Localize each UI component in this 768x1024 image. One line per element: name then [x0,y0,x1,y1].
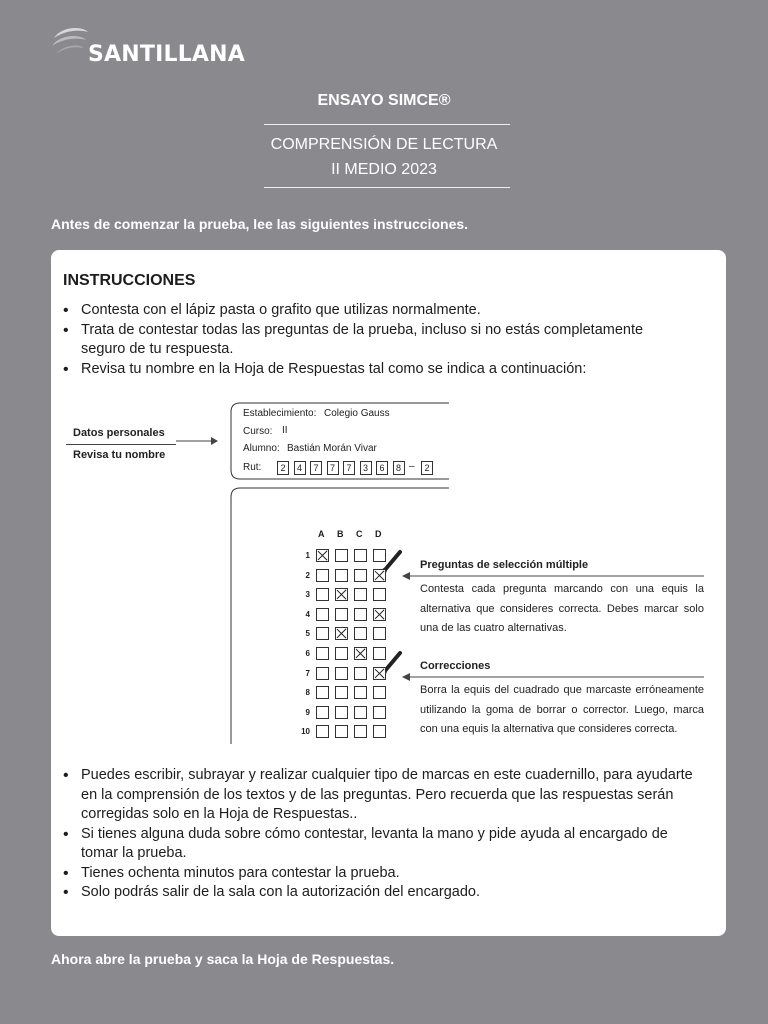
column-letter: B [337,529,344,539]
list-item: • Solo podrás salir de la sala con la autorización del encargado. [63,883,703,903]
list-item: • Puedes escribir, subrayar y realizar cualquier tipo de marcas en este cuadernillo, para ayudarte en la comprensión de los textos y de las preguntas. Pero recuerda que las respuestas serán corregidas solo en la Hoja de Respuestas.. [63,766,703,825]
answer-box [373,647,386,660]
column-letter: A [318,529,325,539]
row-number: 7 [305,668,310,678]
personal-data-sub: Revisa tu nombre [73,449,166,461]
student-value: Bastián Morán Vivar [287,443,377,454]
row-number: 5 [305,629,310,639]
answer-box [335,647,348,660]
list-item: • Contesta con el lápiz pasta o grafito que utilizas normalmente. [63,301,683,321]
course-label: Curso: [243,426,273,437]
answer-box [316,569,329,582]
answer-box [335,667,348,680]
list-item: • Si tienes alguna duda sobre cómo contestar, levanta la mano y pide ayuda al encargado de tomar la prueba. [63,825,703,864]
answer-box [335,686,348,699]
personal-data-label: Datos personales [73,427,165,439]
instructions-list-bottom [63,766,703,903]
answer-box [354,706,367,719]
rut-digit-box: 8 [393,461,405,475]
answer-box [373,706,386,719]
selection-text: Contesta cada pregunta marcando con una equis la alternativa que consideres correcta. Debes marcar solo una de las cuatro alternativas. [420,583,704,634]
exam-title: ENSAYO SIMCE® [317,92,451,109]
answer-box [354,667,367,680]
answer-box [335,569,348,582]
rut-digit-box: 2 [277,461,289,475]
list-item: • Tienes ochenta minutos para contestar la prueba. [63,864,703,884]
answer-box-marked [373,569,386,582]
selection-title: Preguntas de selección múltiple [420,559,589,571]
answer-box [316,608,329,621]
rut-dash: – [409,461,415,472]
answer-box [316,686,329,699]
answer-box [354,627,367,640]
list-item: • Trata de contestar todas las preguntas de la prueba, incluso si no estás completamente seguro de tu respuesta. [63,321,683,360]
answer-box-marked [373,667,386,680]
answer-box [373,627,386,640]
answer-box [316,588,329,601]
answer-box-marked [354,647,367,660]
corrections-title: Correcciones [420,660,491,672]
corrections-text: Borra la equis del cuadrado que marcaste erróneamente utilizando la goma de borrar o corrector. Luego, marca con una equis la alternativa que consideres correcta. [420,684,704,735]
answer-box [316,725,329,738]
answer-box [354,608,367,621]
answer-box [335,549,348,562]
answer-box-marked [316,549,329,562]
row-number: 8 [305,688,310,698]
answer-box [335,706,348,719]
answer-box [373,549,386,562]
list-item: • Revisa tu nombre en la Hoja de Respuestas tal como se indica a continuación: [63,360,683,380]
row-number: 10 [301,727,310,737]
row-number: 1 [305,551,310,560]
row-number: 6 [305,649,310,658]
exam-level: II MEDIO 2023 [331,161,437,178]
column-letter: C [356,529,363,539]
answer-box [354,686,367,699]
column-letter: D [375,529,382,539]
answer-box [354,549,367,562]
answer-box [354,569,367,582]
answer-box [373,686,386,699]
rut-check-box: 2 [421,461,433,475]
answer-box-marked [335,588,348,601]
rut-digit-box: 6 [376,461,388,475]
row-number: 2 [305,570,310,580]
rut-label: Rut: [243,462,262,473]
answer-box [354,588,367,601]
answer-box [373,588,386,601]
answer-box [354,725,367,738]
answer-box [316,647,329,660]
answer-box [335,725,348,738]
course-value: II [282,425,288,436]
answer-box [335,608,348,621]
answer-box-marked [335,627,348,640]
rut-digit-box: 7 [327,461,339,475]
school-value: Colegio Gauss [324,408,390,419]
rut-digit-box: 4 [294,461,306,475]
row-number: 4 [305,609,310,619]
row-number: 3 [305,590,310,600]
row-number: 9 [305,707,310,717]
instructions-title: INSTRUCCIONES [63,272,196,289]
brand-name: SANTILLANA [88,42,245,67]
exam-subject: COMPRENSIÓN DE LECTURA [270,136,498,153]
answer-box-marked [373,608,386,621]
answer-box [316,627,329,640]
rut-digit-box: 3 [360,461,372,475]
post-instructions: Ahora abre la prueba y saca la Hoja de Respuestas. [51,951,395,967]
student-label: Alumno: [243,443,280,454]
answer-box [316,667,329,680]
pre-instructions: Antes de comenzar la prueba, lee las siguientes instrucciones. [51,216,469,232]
answer-box [373,725,386,738]
school-label: Establecimiento: [243,408,317,419]
answer-box [316,706,329,719]
rut-digit-box: 7 [343,461,355,475]
rut-digit-box: 7 [310,461,322,475]
